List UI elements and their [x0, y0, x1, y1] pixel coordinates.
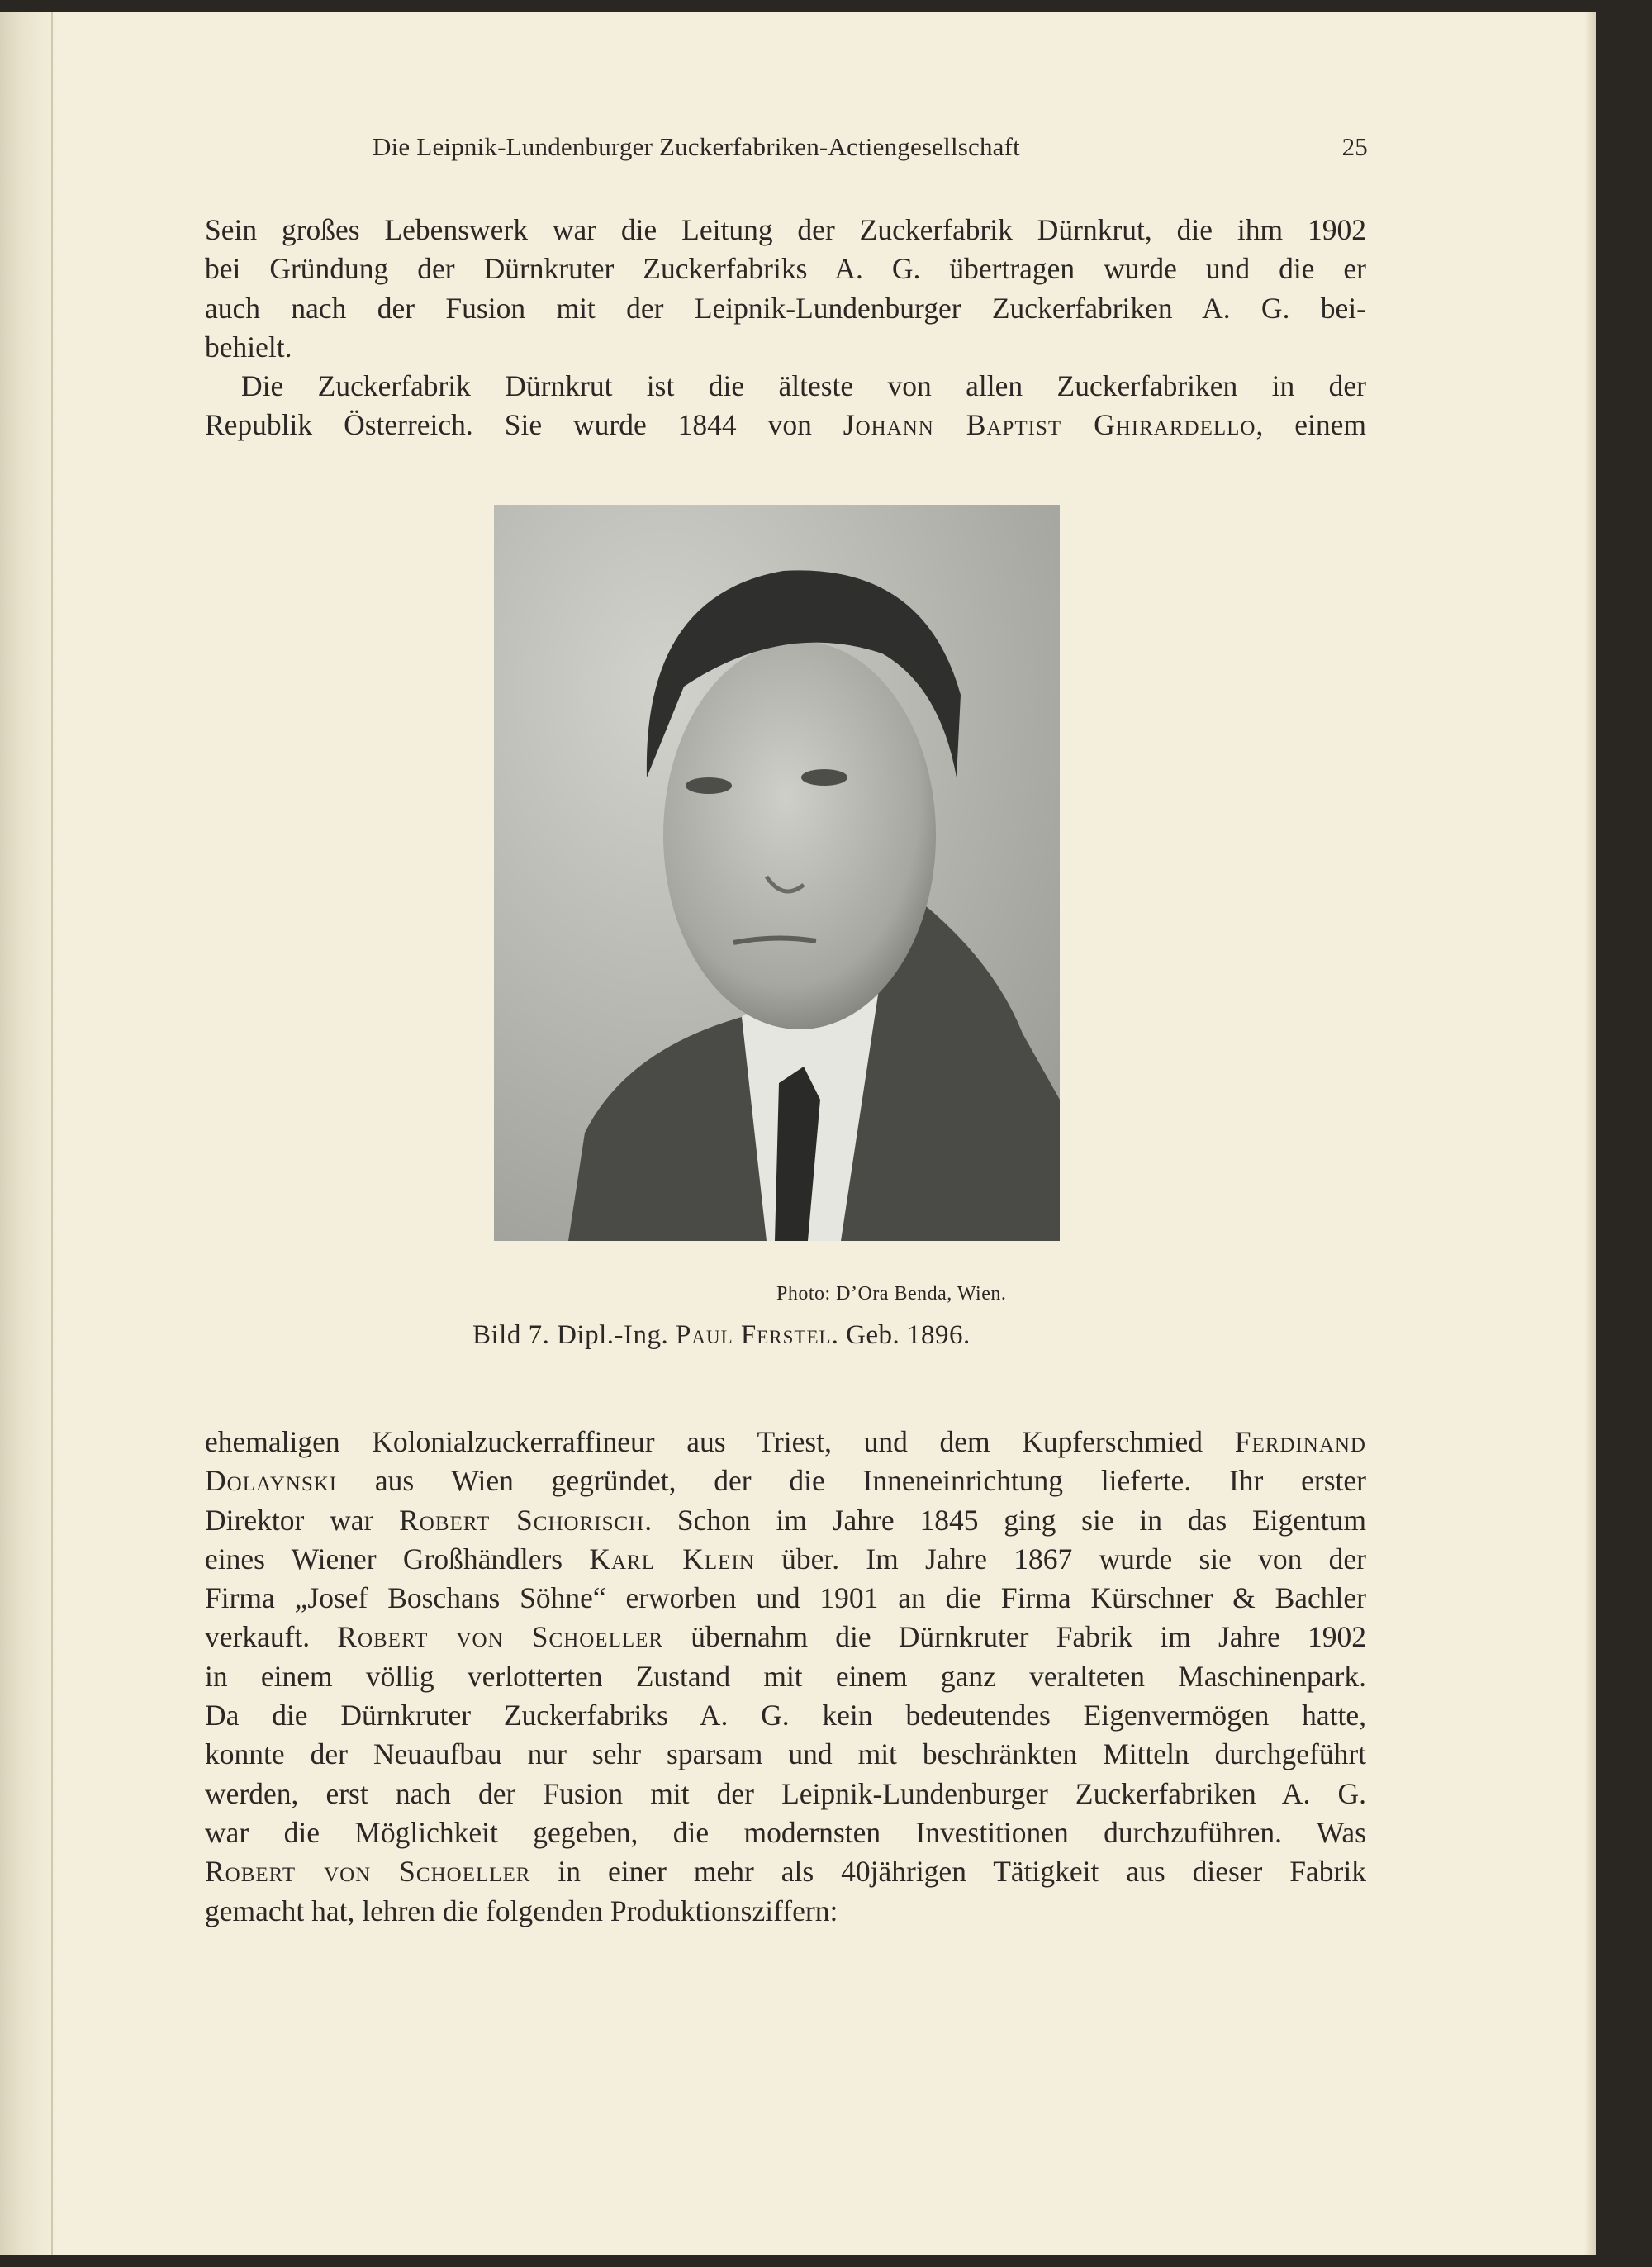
person-name: Johann Baptist Ghirardello: [843, 408, 1256, 442]
text-line: [205, 1892, 1366, 1931]
text-line: [205, 1579, 1366, 1618]
text-segment: auch nach der Fusion mit der Leipnik-Lundenburger Zuckerfabriken A. G. bei-: [205, 291, 1366, 325]
paragraph-block-top: [205, 211, 1366, 445]
text-line: [205, 1696, 1366, 1735]
text-segment: Republik Österreich. Sie wurde 1844 von: [205, 408, 843, 442]
person-name: Karl Klein: [589, 1542, 755, 1575]
caption-person-name: Paul Ferstel: [676, 1320, 832, 1350]
text-segment: war die Möglichkeit gegeben, die modernsten Investitionen durchzuführen. Was: [205, 1815, 1366, 1849]
person-name: Robert Schorisch: [399, 1503, 645, 1537]
person-name: Dolaynski: [205, 1464, 338, 1498]
text-segment: . Schon im Jahre 1845 ging sie in das Eigentum: [644, 1503, 1366, 1537]
text-line: [205, 367, 1366, 406]
text-segment: Sein großes Lebenswerk war die Leitung der Zuckerfabrik Dürnkrut, die ihm 1902: [205, 213, 1366, 246]
text-segment: Direktor war: [205, 1503, 400, 1537]
text-segment: in einem völlig verlotterten Zustand mit einem ganz veralteten Maschinenpark.: [205, 1659, 1366, 1693]
text-segment: , einem: [1256, 408, 1366, 442]
text-segment: behielt.: [205, 330, 292, 364]
text-segment: Firma „Josef Boschans Söhne“ erworben und 1901 an die Firma Kürschner & Bachler: [205, 1581, 1366, 1615]
running-title: Die Leipnik-Lundenburger Zuckerfabriken-Actiengesellschaft: [373, 132, 1020, 161]
text-line: [205, 1735, 1366, 1774]
page-number: 25: [1341, 132, 1368, 161]
text-segment: Die Zuckerfabrik Dürnkrut ist die älteste von allen Zuckerfabriken in der: [241, 369, 1366, 403]
text-segment: werden, erst nach der Fusion mit der Leipnik-Lundenburger Zuckerfabriken A. G.: [205, 1776, 1366, 1810]
text-segment: eines Wiener Großhändlers: [205, 1542, 590, 1575]
text-line: [205, 406, 1366, 444]
text-line: [205, 289, 1366, 328]
text-line: [205, 1618, 1366, 1656]
text-line: [205, 1540, 1366, 1579]
text-line: [205, 250, 1366, 288]
text-line: [205, 328, 1366, 367]
page-gutter: [0, 12, 58, 2255]
page-edge: [1584, 12, 1596, 2255]
gutter-line: [51, 12, 53, 2255]
text-line: [205, 1852, 1366, 1891]
text-segment: konnte der Neuaufbau nur sehr sparsam und mit beschränkten Mitteln durchgeführt: [205, 1737, 1366, 1771]
text-line: [205, 1775, 1366, 1813]
text-line: [205, 1423, 1366, 1461]
text-line: [205, 1461, 1366, 1500]
text-segment: Da die Dürnkruter Zuckerfabriks A. G. kein bedeutendes Eigenvermögen hatte,: [205, 1699, 1366, 1732]
paragraph-block-bottom: [205, 1423, 1366, 1931]
person-name: Robert von Schoeller: [205, 1855, 531, 1889]
caption-suffix: . Geb. 1896.: [831, 1320, 971, 1350]
photo-credit: Photo: D’Ora Benda, Wien.: [776, 1283, 1007, 1305]
caption-prefix: Bild 7. Dipl.-Ing.: [472, 1320, 676, 1350]
text-line: [205, 1501, 1366, 1540]
text-segment: aus Wien gegründet, der die Inneneinrichtung lieferte. Ihr erster: [337, 1464, 1366, 1498]
portrait-photo: [494, 505, 1060, 1241]
running-header: [373, 132, 1368, 162]
text-segment: verkauft.: [205, 1620, 338, 1654]
text-segment: bei Gründung der Dürnkruter Zuckerfabriks A. G. übertragen wurde und die er: [205, 252, 1366, 286]
text-segment: über. Im Jahre 1867 wurde sie von der: [754, 1542, 1367, 1575]
figure-caption: [472, 1320, 971, 1351]
text-segment: übernahm die Dürnkruter Fabrik im Jahre 1902: [663, 1620, 1366, 1654]
person-name: Ferdinand: [1234, 1425, 1366, 1458]
text-segment: gemacht hat, lehren die folgenden Produktionsziffern:: [205, 1894, 838, 1927]
text-segment: in einer mehr als 40jährigen Tätigkeit aus dieser Fabrik: [530, 1855, 1366, 1889]
text-line: [205, 1813, 1366, 1852]
text-line: [205, 211, 1366, 250]
text-segment: ehemaligen Kolonialzuckerraffineur aus Triest, und dem Kupferschmied: [205, 1425, 1235, 1458]
person-name: Robert von Schoeller: [337, 1620, 664, 1654]
text-line: [205, 1657, 1366, 1696]
